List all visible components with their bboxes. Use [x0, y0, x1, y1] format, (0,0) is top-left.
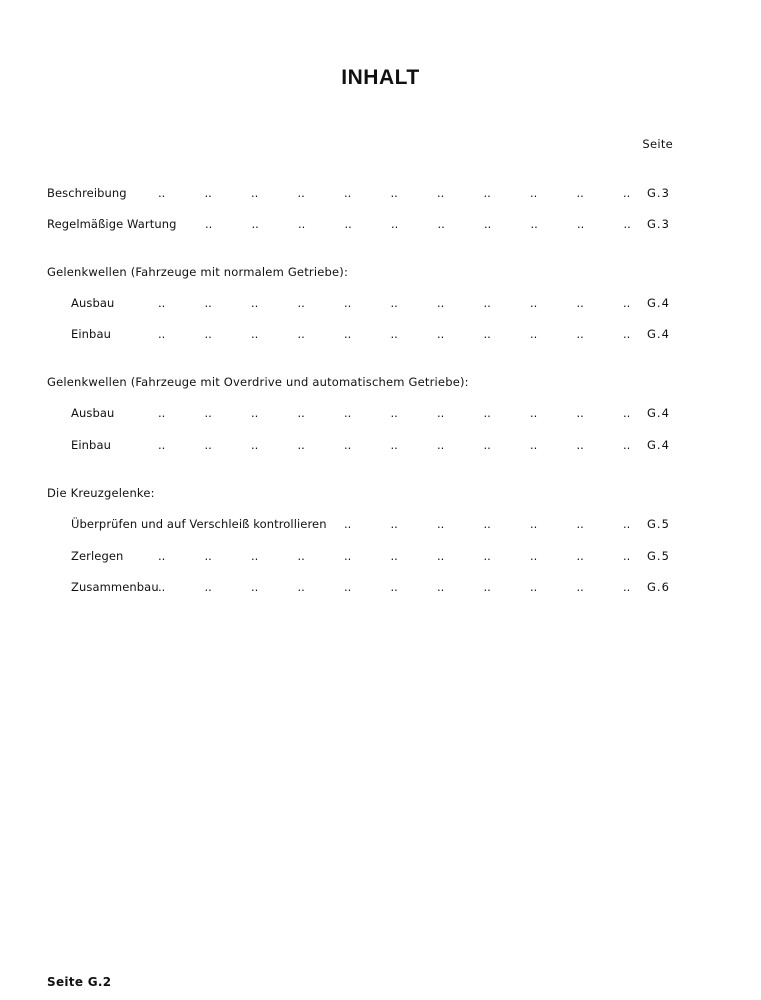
dot-leader: .. .. .. .. .. .. .. .. .. .. ..: [158, 549, 631, 563]
toc-entry-label: Überprüfen und auf Verschleiß kontrollieren: [71, 517, 327, 531]
toc-entry[interactable]: [0, 406, 761, 424]
page-footer: Seite G.2: [47, 975, 112, 989]
toc-entry-page: G.4: [647, 327, 670, 341]
toc-entry[interactable]: [0, 327, 761, 345]
toc-entry-page: G.6: [647, 580, 670, 594]
dot-leader: .. .. .. .. .. .. .. .. .. .. ..: [158, 296, 631, 310]
toc-entry[interactable]: [0, 517, 761, 535]
toc-entry[interactable]: [0, 217, 761, 235]
dot-leader: .. .. .. .. .. .. ..: [344, 517, 631, 531]
dot-leader: .. .. .. .. .. .. .. .. .. .. ..: [158, 327, 631, 341]
toc-entry-label: Einbau: [71, 327, 111, 341]
page-column-header: Seite: [642, 137, 673, 151]
toc-entry[interactable]: [0, 186, 761, 204]
toc-entry-label: Einbau: [71, 438, 111, 452]
toc-entry[interactable]: [0, 549, 761, 567]
toc-entry-page: G.3: [647, 186, 670, 200]
section-heading: Die Kreuzgelenke:: [47, 486, 155, 500]
toc-entry-page: G.3: [647, 217, 670, 231]
dot-leader: .. .. .. .. .. .. .. .. .. .. ..: [158, 580, 631, 594]
dot-leader: .. .. .. .. .. .. .. .. .. .. ..: [158, 438, 631, 452]
toc-entry-page: G.5: [647, 549, 670, 563]
toc-entry-label: Zusammenbau: [71, 580, 159, 594]
toc-entry-label: Beschreibung: [47, 186, 127, 200]
toc-entry[interactable]: [0, 580, 761, 598]
toc-entry-label: Ausbau: [71, 406, 115, 420]
dot-leader: .. .. .. .. .. .. .. .. .. .. ..: [158, 186, 631, 200]
section-heading: Gelenkwellen (Fahrzeuge mit normalem Getriebe):: [47, 265, 349, 279]
dot-leader: .. .. .. .. .. .. .. .. .. .. ..: [158, 406, 631, 420]
toc-entry-label: Zerlegen: [71, 549, 124, 563]
toc-entry[interactable]: [0, 438, 761, 456]
toc-entry-page: G.4: [647, 296, 670, 310]
toc-entry[interactable]: [0, 296, 761, 314]
page-title: INHALT: [341, 66, 420, 89]
dot-leader: .. .. .. .. .. .. .. .. .. ..: [205, 217, 631, 231]
toc-entry-page: G.4: [647, 438, 670, 452]
toc-entry-page: G.5: [647, 517, 670, 531]
toc-entry-label: Regelmäßige Wartung: [47, 217, 177, 231]
section-heading: Gelenkwellen (Fahrzeuge mit Overdrive und automatischem Getriebe):: [47, 375, 469, 389]
toc-entry-page: G.4: [647, 406, 670, 420]
toc-entry-label: Ausbau: [71, 296, 115, 310]
